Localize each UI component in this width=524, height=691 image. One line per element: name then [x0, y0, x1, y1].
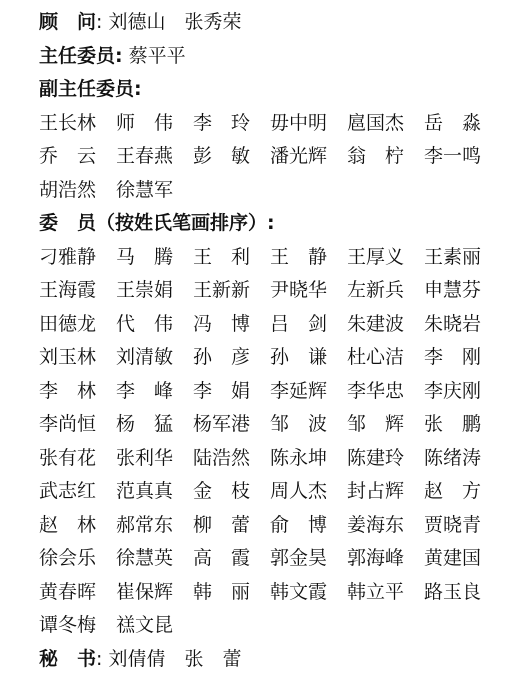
- advisors-colon: :: [96, 11, 103, 33]
- member-name: 李 林: [39, 379, 97, 402]
- vice-director-name: 扈国杰: [347, 111, 405, 134]
- member-name: 刘玉林: [39, 346, 97, 368]
- member-name: 韩文霞: [270, 580, 328, 603]
- secretaries-names: 刘倩倩 张 蕾: [108, 647, 242, 670]
- member-row: [39, 241, 509, 275]
- member-name: 李 峰: [116, 379, 174, 402]
- member-row: [39, 442, 509, 476]
- member-name: 范真真: [116, 480, 174, 502]
- member-row: [39, 341, 509, 375]
- member-name: 金 枝: [193, 480, 251, 502]
- members-heading: [39, 207, 509, 241]
- member-row: [39, 542, 509, 576]
- vice-directors-label: 副主任委员: [39, 78, 135, 100]
- member-name: 杜心洁: [347, 346, 405, 368]
- member-name: 陈永坤: [270, 446, 328, 469]
- members-grid: [39, 241, 509, 643]
- member-name: 申慧芬: [424, 279, 482, 301]
- secretaries-label: 秘 书: [39, 647, 97, 670]
- member-name: 王 静: [270, 245, 328, 268]
- vice-directors-heading: [39, 73, 509, 107]
- member-name: 俞 博: [270, 513, 328, 536]
- member-name: 孙 彦: [193, 346, 251, 368]
- member-name: 孙 谦: [270, 346, 328, 368]
- member-name: 武志红: [39, 480, 97, 502]
- member-name: 朱晓岩: [424, 312, 482, 335]
- member-name: 柳 蕾: [193, 513, 251, 536]
- vice-director-name: 胡浩然: [39, 178, 97, 201]
- member-name: 韩立平: [347, 580, 405, 603]
- member-name: 邹 波: [270, 413, 328, 435]
- member-name: 李尚恒: [39, 413, 97, 435]
- member-name: 封占辉: [347, 480, 405, 502]
- members-colon: :: [267, 212, 275, 234]
- member-name: 王 利: [193, 245, 251, 268]
- member-name: 张 鹏: [424, 413, 482, 435]
- vice-director-name: 李 玲: [193, 111, 251, 134]
- advisors-line: [39, 6, 509, 40]
- member-name: 郭金昊: [270, 547, 328, 569]
- vice-director-name: 徐慧军: [116, 178, 174, 201]
- member-name: 王厚义: [347, 245, 405, 268]
- member-name: 张利华: [116, 446, 174, 469]
- member-name: 朱建波: [347, 312, 405, 335]
- member-row: [39, 509, 509, 543]
- member-name: 吕 剑: [270, 312, 328, 335]
- director-colon: :: [115, 44, 123, 67]
- vice-director-row: [39, 107, 509, 141]
- member-row: [39, 408, 509, 442]
- member-name: 王新新: [193, 279, 251, 301]
- director-label: 主任委员: [39, 44, 116, 67]
- vice-director-name: 王春燕: [116, 145, 174, 167]
- member-name: 尹晓华: [270, 279, 328, 301]
- member-name: 王崇娟: [116, 279, 174, 301]
- member-name: 高 霞: [193, 547, 251, 569]
- vice-director-row: [39, 140, 509, 174]
- director-name: 蔡平平: [128, 44, 186, 67]
- member-name: 邹 辉: [347, 413, 405, 435]
- member-row: [39, 274, 509, 308]
- member-name: 陈绪涛: [424, 446, 482, 469]
- member-name: 刁雅静: [39, 245, 97, 268]
- member-name: 赵 方: [424, 480, 482, 502]
- member-name: 李庆刚: [424, 379, 482, 402]
- vice-director-name: 岳 淼: [424, 111, 482, 134]
- member-name: 李华忠: [347, 379, 405, 402]
- member-name: 冯 博: [193, 312, 251, 335]
- vice-director-name: 乔 云: [39, 145, 97, 167]
- secretaries-colon: :: [96, 647, 103, 670]
- member-name: 郝常东: [116, 513, 174, 536]
- member-name: 陆浩然: [193, 446, 251, 469]
- vice-director-name: 毋中明: [270, 111, 328, 134]
- advisors-label: 顾 问: [39, 11, 97, 33]
- vice-director-name: 师 伟: [116, 111, 174, 134]
- member-name: 姜海东: [347, 513, 405, 536]
- member-name: 马 腾: [116, 245, 174, 268]
- secretaries-line: [39, 643, 509, 677]
- member-name: 黄建国: [424, 547, 482, 569]
- vice-director-name: 潘光辉: [270, 145, 328, 167]
- member-name: 郭海峰: [347, 547, 405, 569]
- member-name: 李 刚: [424, 346, 482, 368]
- member-name: 左新兵: [347, 279, 405, 301]
- member-row: [39, 375, 509, 409]
- member-name: 王海霞: [39, 279, 97, 301]
- vice-director-row: [39, 174, 509, 208]
- member-name: 赵 林: [39, 513, 97, 536]
- member-name: 杨 猛: [116, 413, 174, 435]
- member-name: 徐会乐: [39, 547, 97, 569]
- vice-director-name: 翁 柠: [347, 145, 405, 167]
- advisors-names: 刘德山 张秀荣: [108, 11, 242, 33]
- vice-director-name: 李一鸣: [424, 145, 482, 167]
- member-name: 周人杰: [270, 480, 328, 502]
- member-name: 谭冬梅: [39, 614, 97, 636]
- member-name: 崔保辉: [116, 580, 174, 603]
- member-name: 田德龙: [39, 312, 97, 335]
- member-name: 李 娟: [193, 379, 251, 402]
- committee-list: [39, 6, 509, 676]
- vice-director-name: 彭 敏: [193, 145, 251, 167]
- member-name: 杨军港: [193, 413, 251, 435]
- member-name: 禚文昆: [116, 614, 174, 636]
- member-name: 王素丽: [424, 245, 482, 268]
- member-name: 黄春晖: [39, 580, 97, 603]
- member-name: 代 伟: [116, 312, 174, 335]
- vice-directors-grid: [39, 107, 509, 208]
- member-name: 刘清敏: [116, 346, 174, 368]
- members-label: 委 员（按姓氏笔画排序）: [39, 212, 268, 234]
- director-line: [39, 40, 509, 74]
- member-name: 张有花: [39, 446, 97, 469]
- member-row: [39, 308, 509, 342]
- member-name: 韩 丽: [193, 580, 251, 603]
- member-row: [39, 576, 509, 610]
- member-name: 路玉良: [424, 580, 482, 603]
- member-row: [39, 475, 509, 509]
- vice-director-name: 王长林: [39, 111, 97, 134]
- member-name: 李延辉: [270, 379, 328, 402]
- member-name: 贾晓青: [424, 513, 482, 536]
- member-name: 徐慧英: [116, 547, 174, 569]
- member-row: [39, 609, 509, 643]
- vice-directors-colon: :: [134, 78, 142, 100]
- member-name: 陈建玲: [347, 446, 405, 469]
